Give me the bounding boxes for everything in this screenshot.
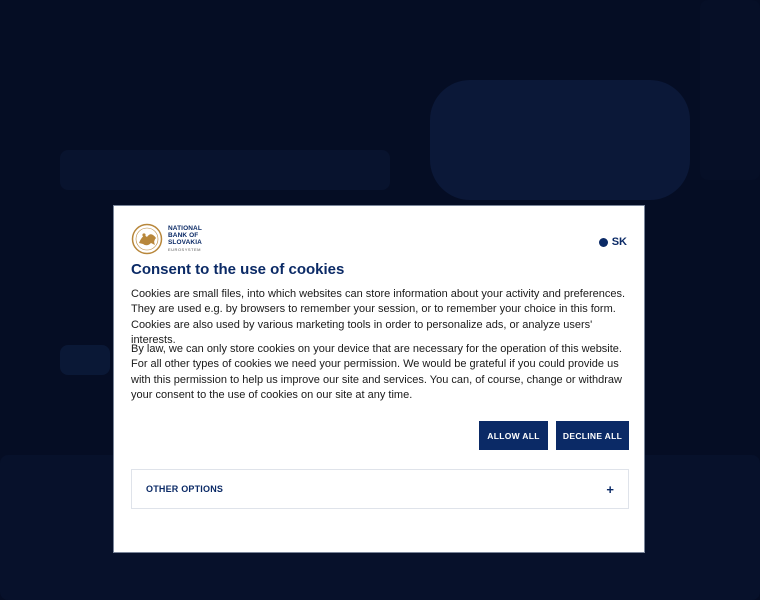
background-shape (60, 150, 390, 190)
cookie-consent-dialog (113, 205, 645, 553)
other-options-label: OTHER OPTIONS (146, 484, 224, 494)
background-shape (430, 80, 690, 200)
cookie-description: Cookies are small files, into which websites can store information about your activity and preferences. They are used e.g. by browsers to remember your session, or to remember your choice in this form. Cookies are also used by various marketing tools in order to personalize ads, or analyze users' interests. (131, 288, 626, 346)
logo-line: EUROSYSTEM (168, 247, 202, 252)
background-shape (60, 345, 110, 375)
logo-line: NATIONAL (168, 225, 202, 232)
background-shape (700, 0, 760, 180)
cookie-legal-text: By law, we can only store cookies on your device that are necessary for the operation of this website. For all other types of cookies we need your permission. We would be grateful if you could provide us with this permission to help us improve our site and services. You can, of course, change or withdraw your consent to the use of cookies on our site at any time. (131, 343, 622, 401)
other-options-toggle[interactable] (131, 469, 629, 509)
logo-emblem-icon (131, 223, 165, 255)
dialog-title: Consent to the use of cookies (131, 261, 345, 278)
logo-line: SLOVAKIA (168, 239, 202, 246)
logo-line: BANK OF (168, 232, 199, 239)
language-label: SK (611, 236, 627, 248)
nbs-logo (131, 223, 202, 255)
allow-all-button[interactable]: ALLOW ALL (479, 421, 548, 450)
decline-all-button[interactable]: DECLINE ALL (556, 421, 629, 450)
language-switch[interactable] (599, 236, 627, 248)
globe-icon (599, 238, 608, 247)
logo-text (168, 225, 202, 253)
plus-icon: + (606, 481, 614, 497)
